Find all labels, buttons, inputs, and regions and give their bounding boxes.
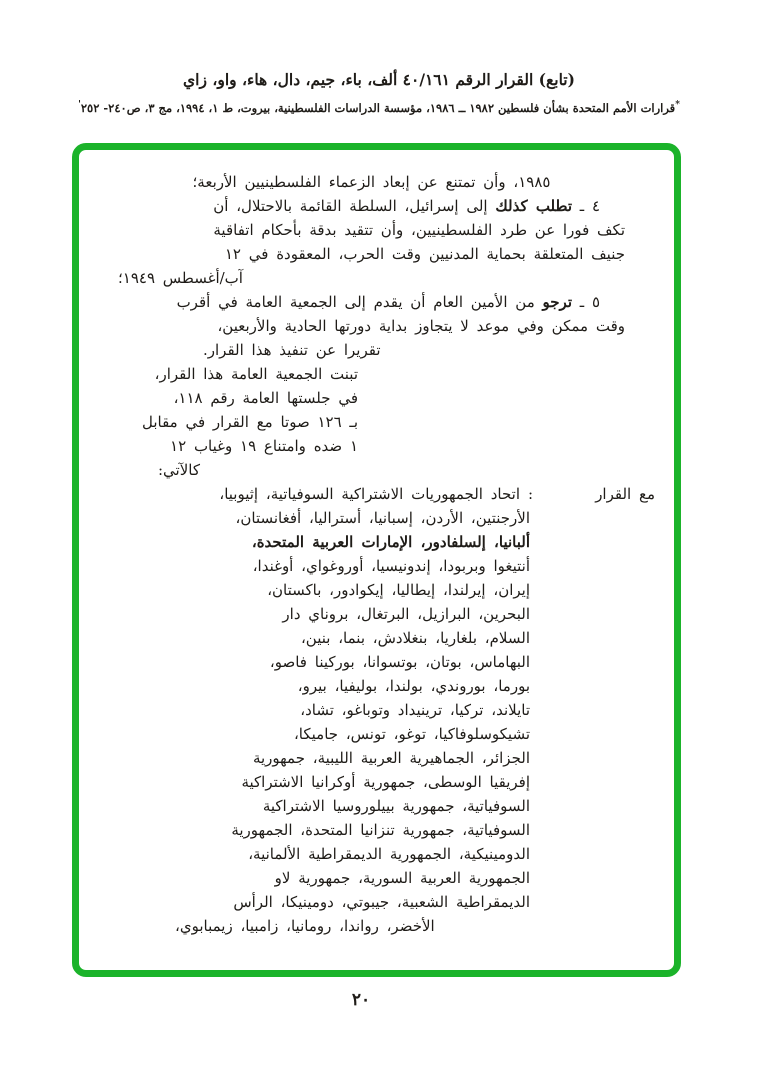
text-line: أنتيغوا وبربودا، إندونيسيا، أوروغواي، أوغندا، bbox=[252, 557, 530, 575]
text-line: في جلستها العامة رقم ١١٨، bbox=[173, 389, 358, 407]
text-line: تايلاند، تركيا، ترينيداد وتوباغو، تشاد، bbox=[300, 701, 530, 719]
source-citation-text: قرارات الأمم المتحدة بشأن فلسطين ١٩٨٢ ــ ١٩٨٦، مؤسسة الدراسات الفلسطينية، بيروت، ط ١، ١٩٩٤، مج ٣، ص٢٤٠- ٢٥٢ bbox=[80, 100, 676, 115]
text-line: ١ ضده وامتناع ١٩ وغياب ١٢ bbox=[170, 437, 358, 455]
text-line: الأخضر، رواندا، رومانيا، زامبيا، زيمبابوي، bbox=[175, 917, 435, 935]
text-line: تقريرا عن تنفيذ هذا القرار. bbox=[203, 341, 381, 359]
text-line: إفريقيا الوسطى، جمهورية أوكرانيا الاشتراكية bbox=[241, 773, 530, 791]
source-citation bbox=[0, 100, 758, 115]
country-list-text: اتحاد الجمهوريات الاشتراكية السوفياتية، إثيوبيا، bbox=[219, 485, 520, 503]
text-line: بـ ١٢٦ صوتا مع القرار في مقابل bbox=[141, 413, 358, 431]
text-line: ٥ ـ ترجو من الأمين العام أن يقدم إلى الجمعية العامة في أقرب bbox=[176, 293, 600, 311]
text-line: الدومينيكية، الجمهورية الديمقراطية الألمانية، bbox=[248, 845, 530, 863]
resolution-highlight-frame bbox=[72, 143, 681, 977]
text-line: السلام، بلغاريا، بنغلادش، بنما، بنين، bbox=[300, 629, 530, 647]
text-line: بورما، بوروندي، بولندا، بوليفيا، بيرو، bbox=[297, 677, 530, 695]
text-line: تكف فورا عن طرد الفلسطينيين، وأن تتقيد بدقة بأحكام اتفاقية bbox=[213, 221, 625, 239]
text-line: تبنت الجمعية العامة هذا القرار، bbox=[154, 365, 358, 383]
text-line: ألبانيا، إلسلفادور، الإمارات العربية المتحدة، bbox=[251, 533, 530, 551]
page-title bbox=[0, 70, 758, 89]
text-line: تشيكوسلوفاكيا، توغو، تونس، جاميكا، bbox=[293, 725, 530, 743]
text-line: كالآتي: bbox=[158, 461, 200, 479]
page-title-text: (تابع) القرار الرقم ٤٠/١٦١ ألف، باء، جيم، دال، هاء، واو، زاي bbox=[183, 70, 575, 89]
text-line: الديمقراطية الشعبية، جيبوتي، دومينيكا، الرأس bbox=[233, 893, 530, 911]
vote-result-label: مع القرار : bbox=[528, 485, 655, 503]
text-line: الأرجنتين، الأردن، إسبانيا، أستراليا، أفغانستان، bbox=[235, 509, 530, 527]
page-number: ٢٠ bbox=[351, 990, 371, 1010]
footnote-mark: * bbox=[675, 100, 680, 110]
text-line: السوفياتية، جمهورية تنزانيا المتحدة، الجمهورية bbox=[231, 821, 530, 839]
citation-end-mark: ' bbox=[78, 100, 81, 110]
text-line: إيران، إيرلندا، إيطاليا، إيكوادور، باكستان، bbox=[267, 581, 530, 599]
document-body bbox=[118, 170, 655, 938]
text-line: البحرين، البرازيل، البرتغال، بروناي دار bbox=[282, 605, 530, 623]
text-line: جنيف المتعلقة بحماية المدنيين وقت الحرب، المعقودة في ١٢ bbox=[224, 245, 625, 263]
text-line bbox=[118, 482, 655, 506]
text-line: البهاماس، بوتان، بوتسوانا، بوركينا فاصو، bbox=[269, 653, 530, 671]
text-line: ١٩٨٥، وأن تمتنع عن إبعاد الزعماء الفلسطينيين الأربعة؛ bbox=[192, 173, 551, 191]
text-line: الجزائر، الجماهيرية العربية الليبية، جمهورية bbox=[252, 749, 530, 767]
text-line: السوفياتية، جمهورية بييلوروسيا الاشتراكية bbox=[262, 797, 530, 815]
text-line: وقت ممكن وفي موعد لا يتجاوز بداية دورتها الحادية والأربعين، bbox=[217, 317, 625, 335]
text-line: الجمهورية العربية السورية، جمهورية لاو bbox=[274, 869, 530, 887]
text-line: ٤ ـ تطلب كذلك إلى إسرائيل، السلطة القائمة بالاحتلال، أن bbox=[213, 197, 600, 215]
text-line: آب/أغسطس ١٩٤٩؛ bbox=[118, 269, 243, 287]
